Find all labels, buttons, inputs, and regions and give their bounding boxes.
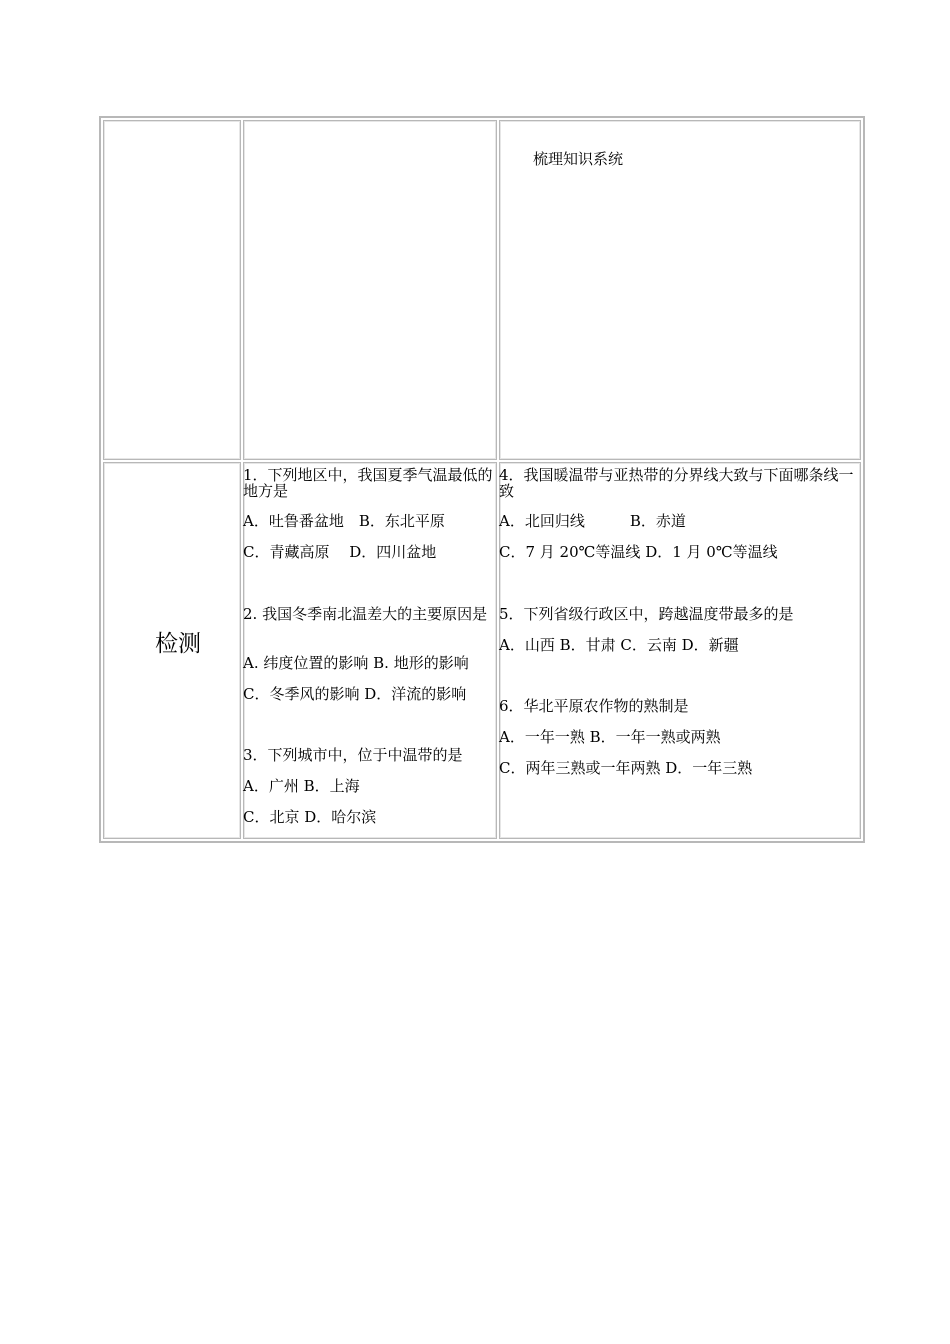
row-label-check: 检测 [155,631,201,657]
question-3-options-cd: C．北京 D．哈尔滨 [243,808,377,826]
question-6-stem: 6．华北平原农作物的熟制是 [499,697,689,715]
question-1-options-ab: A．吐鲁番盆地 B．东北平原 [243,512,445,530]
question-2-options-ab: A. 纬度位置的影响 B. 地形的影响 [243,654,469,672]
question-2-options-cd: C．冬季风的影响 D．洋流的影响 [243,685,467,703]
question-6-options-ab: A．一年一熟 B．一年一熟或两熟 [499,728,721,746]
question-5-options: A．山西 B．甘肃 C．云南 D．新疆 [499,636,739,654]
table-cell-r1-c2 [243,120,497,460]
question-1-options-cd: C．青藏高原 D．四川盆地 [243,543,437,561]
table-cell-r1-c1 [103,120,241,460]
question-5-stem: 5．下列省级行政区中，跨越温度带最多的是 [499,605,794,623]
question-1-stem: 1．下列地区中，我国夏季气温最低的地方是 [243,466,493,500]
question-2-stem: 2. 我国冬季南北温差大的主要原因是 [243,605,488,623]
table-cell-r1-c3 [499,120,861,460]
section-title: 梳理知识系统 [533,150,624,168]
question-3-options-ab: A．广州 B．上海 [243,777,360,795]
question-3-stem: 3．下列城市中，位于中温带的是 [243,746,463,764]
question-6-options-cd: C．两年三熟或一年两熟 D．一年三熟 [499,759,753,777]
question-4-options-ab: A．北回归线 B．赤道 [499,512,686,530]
question-4-options-cd: C．7 月 20℃等温线 D．1 月 0℃等温线 [499,543,778,561]
question-4-stem: 4．我国暖温带与亚热带的分界线大致与下面哪条线一致 [499,466,854,500]
